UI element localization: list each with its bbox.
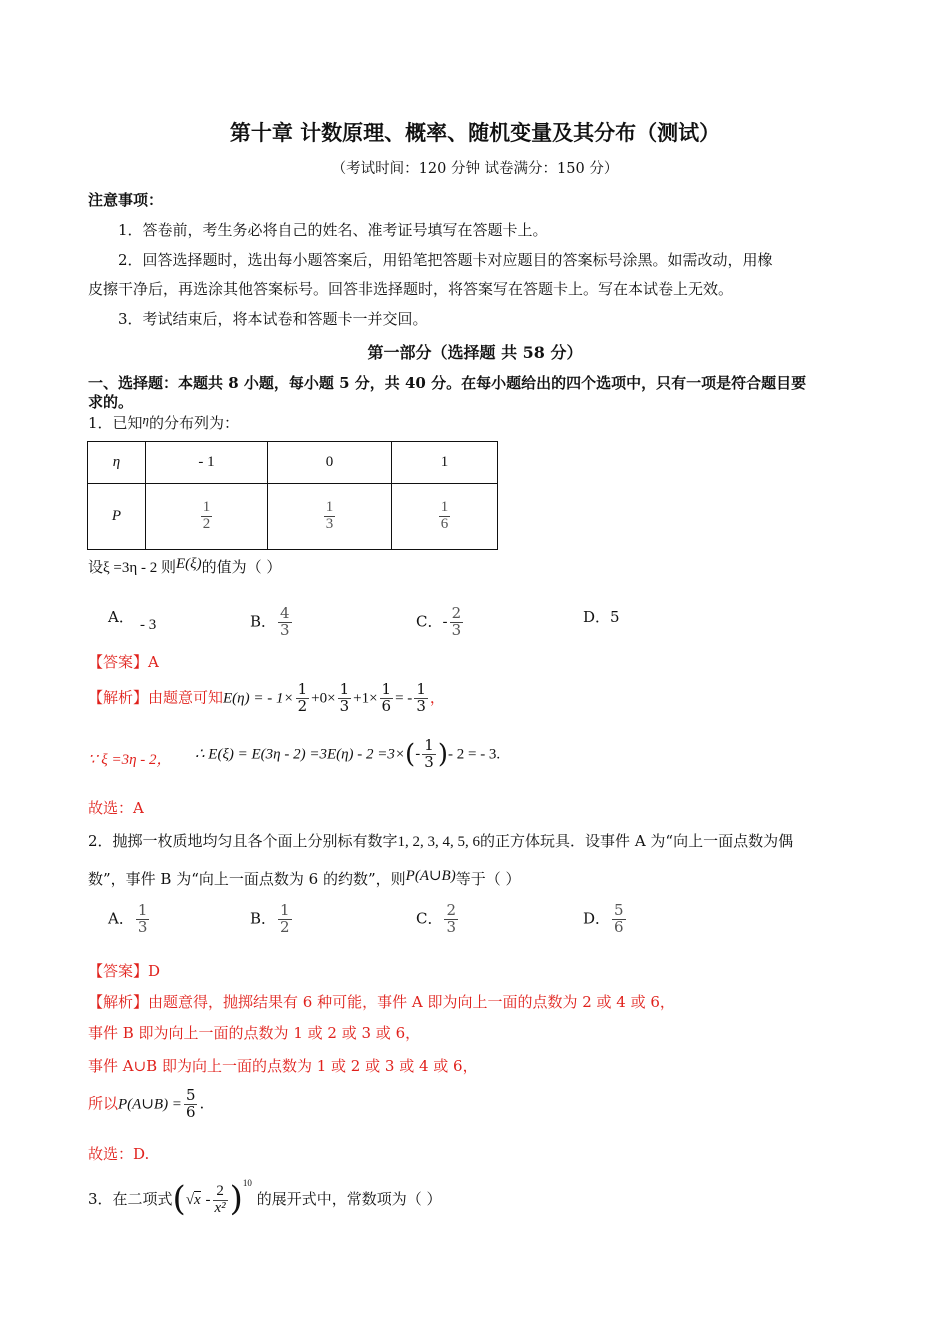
q1-option-b: B． $\frac{4}{3}$ xyxy=(250,604,290,639)
q1-because: ∵ ξ =3η - 2， xyxy=(88,752,172,768)
q2-option-d: D． $\frac{5}{6}$ xyxy=(583,901,624,936)
q2-analysis-4: 所以P(A∪B) = $\frac{5}{6}$ . xyxy=(88,1086,205,1121)
table-header-eta: η xyxy=(88,442,146,484)
q1-conclusion: 故选：A xyxy=(88,799,144,817)
notice-item-2-cont: 皮擦干净后，再选涂其他答案标号。回答非选择题时，将答案写在答题卡上。写在本试卷上无效。 xyxy=(88,280,734,298)
notice-item-3: 3．考试结束后，将本试卷和答题卡一并交回。 xyxy=(118,310,428,328)
q3-stem: 3．在二项式(√x - $\frac{2}{\text{x²}}$ )$^{10}$ 的展开式中，常数项为（ ） xyxy=(88,1178,442,1219)
table-cell: 0 xyxy=(268,442,392,484)
q2-conclusion: 故选：D. xyxy=(88,1145,150,1163)
section-instructions: 一、选择题：本题共 8 小题，每小题 5 分，共 40 分。在每小题给出的四个选项中，只有一项是符合题目要 xyxy=(88,374,807,392)
q1-answer: 【答案】A xyxy=(88,653,159,671)
table-cell: $\frac{1}{6}$ xyxy=(392,484,498,550)
q2-analysis-2: 事件 B 即为向上一面的点数为 1 或 2 或 3 或 6， xyxy=(88,1024,421,1042)
q2-stem-line1: 2．抛掷一枚质地均匀且各个面上分别标有数字1, 2, 3, 4, 5, 6的正方体玩具．设事件 A 为“向上一面点数为偶 xyxy=(88,832,794,850)
q2-option-a: A． $\frac{1}{3}$ xyxy=(108,901,148,936)
table-cell: $\frac{1}{3}$ xyxy=(268,484,392,550)
notice-item-2: 2．回答选择题时，选出每小题答案后，用铅笔把答题卡对应题目的答案标号涂黑。如需改动，用橡 xyxy=(118,251,773,269)
q1-option-d: D．5 xyxy=(583,608,620,626)
q1-option-a: A． xyxy=(108,608,134,626)
q2-option-c: C． $\frac{2}{3}$ xyxy=(416,901,457,936)
page-title: 第十章 计数原理、概率、随机变量及其分布（测试） xyxy=(229,120,721,145)
table-header-p: P xyxy=(88,484,146,550)
q2-analysis-1: 【解析】由题意得，抛掷结果有 6 种可能，事件 A 即为向上一面的点数为 2 或 4 或 6， xyxy=(88,993,675,1011)
q1-stem: 1．已知η的分布列为： xyxy=(88,412,240,432)
notice-heading: 注意事项： xyxy=(88,191,164,209)
q2-stem-line2: 数”，事件 B 为“向上一面点数为 6 的约数”，则P(A∪B)等于（ ） xyxy=(88,868,521,888)
table-cell: - 1 xyxy=(146,442,268,484)
q1-setup: 设ξ =3η - 2 则E(ξ)的值为（ ） xyxy=(88,556,282,576)
q1-option-a-value: - 3 xyxy=(140,617,157,633)
q1-analysis: 【解析】由题意可知E(η) = - 1× $\frac{1}{2}$ +0× $\frac{1}{3}$ +1× $\frac{1}{6}$ = - $\frac{1}{3}$ ， xyxy=(88,680,445,715)
q2-option-b: B． $\frac{1}{2}$ xyxy=(250,901,290,936)
section-instructions-cont: 求的。 xyxy=(88,393,134,411)
table-cell: 1 xyxy=(392,442,498,484)
distribution-table xyxy=(87,441,498,550)
q2-analysis-3: 事件 A∪B 即为向上一面的点数为 1 或 2 或 3 或 4 或 6， xyxy=(88,1057,478,1075)
q1-option-c: C．- $\frac{2}{3}$ xyxy=(416,604,462,639)
q1-therefore: ∴ E(ξ) = E(3η - 2) =3E(η) - 2 =3×(- $\frac{1}{3}$ )- 2 = - 3. xyxy=(195,736,501,771)
exam-info: （考试时间：120 分钟 试卷满分：150 分） xyxy=(331,161,619,177)
notice-item-1: 1．答卷前，考生务必将自己的姓名、准考证号填写在答题卡上。 xyxy=(118,221,548,239)
q2-answer: 【答案】D xyxy=(88,962,161,980)
part1-heading: 第一部分（选择题 共 58 分） xyxy=(367,343,583,362)
table-cell: $\frac{1}{2}$ xyxy=(146,484,268,550)
